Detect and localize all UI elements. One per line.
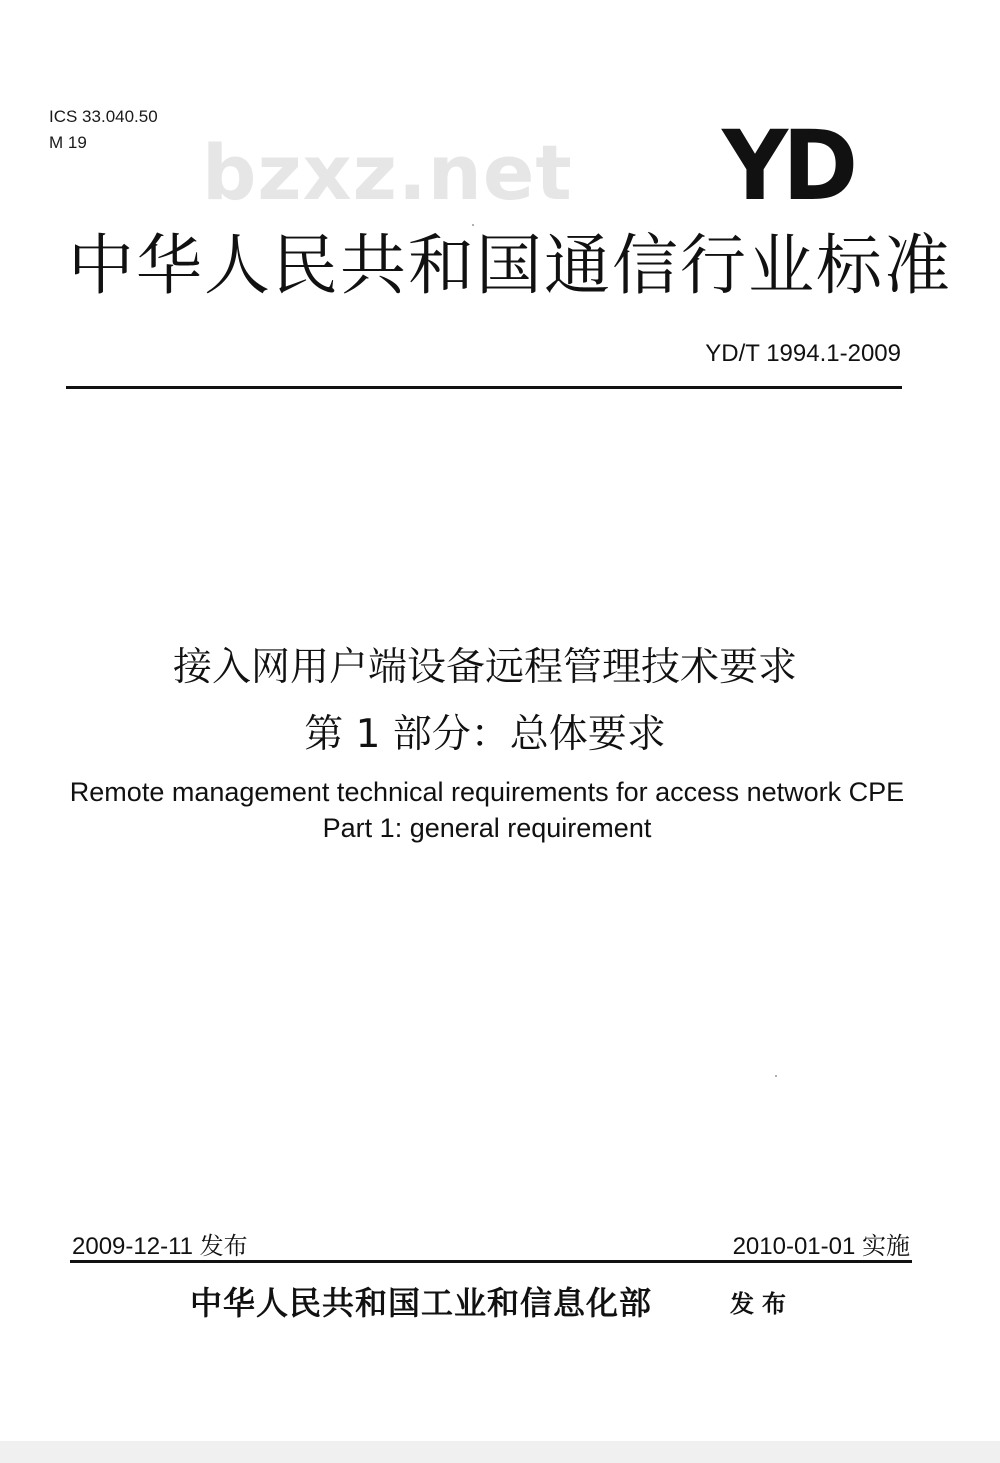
publisher-suffix: 发布 [730,1289,794,1318]
ccs-code: M 19 [49,133,87,152]
standard-category-title: 中华人民共和国通信行业标准 [68,227,952,304]
bottom-rule [70,1260,912,1263]
document-title-en-line2: Part 1: general requirement [322,813,652,843]
top-rule [66,386,902,389]
publisher-name: 中华人民共和国工业和信息化部 [190,1284,653,1322]
page-bottom-band [0,1441,1000,1463]
implementation-date: 2010-01-01 实施 [732,1233,910,1260]
scan-speck [472,224,474,226]
ics-code: ICS 33.040.50 [49,107,158,126]
watermark: bzxz.net [202,128,573,217]
document-title-cn-line1: 接入网用户端设备远程管理技术要求 [172,645,797,690]
issue-date: 2009-12-11 发布 [72,1233,248,1260]
classification-codes [49,104,158,156]
document-title-cn-line2: 第 1 部分：总体要求 [304,712,666,757]
standard-number: YD/T 1994.1-2009 [705,340,901,367]
document-title-en-line1: Remote management technical requirements for access network CPE [69,777,905,807]
yd-logo: YD [722,110,853,222]
scan-speck [775,1075,777,1077]
